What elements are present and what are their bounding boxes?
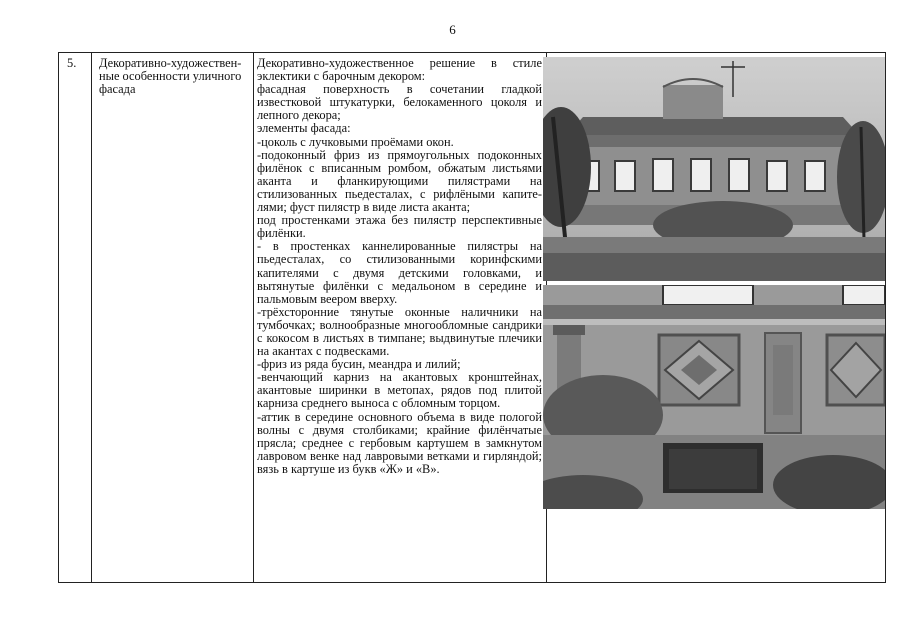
description-paragraph: -аттик в середине основного объема в виде пологой волны с двумя столбиками; крайние филёнчатые прясла; среднее с гербовым картушем в замкнутом лавровом венке над лавровыми ветками и гирляндой; вязь в картуше из букв «Ж» и «В». [257, 409, 542, 476]
description-paragraph: -венчающий карниз на акантовых кронштейнах, акантовые ширинки в метопах, рядов под плитой карниза среднего выноса с обломным торцом. [257, 370, 542, 411]
page-number: 6 [449, 22, 456, 37]
description-paragraph: -трёхсторонние тянутые оконные наличники на тумбочках; волнообразные многообломные сандрики с кокосом в листьях в тимпане; выдвинутые плечики на акантах с подвесками. [257, 304, 542, 359]
column-divider [91, 53, 92, 582]
column-divider [253, 53, 254, 582]
description-table [58, 52, 886, 583]
row-title: Декоративно-художествен-ные особенности уличного фасада [99, 56, 242, 97]
description-paragraph: фасадная поверхность в сочетании гладкой известковой штукатурки, белокаменного цоколя и лепного декора; [257, 82, 542, 123]
facade-description [257, 57, 542, 476]
description-paragraph: -фриз из ряда бусин, меандра и лилий; [257, 357, 461, 372]
facade-detail-photo [543, 285, 885, 509]
description-paragraph: элементы фасада: [257, 121, 351, 136]
description-paragraph: под простенками этажа без пилястр перспективные филёнки. [257, 213, 542, 241]
facade-photo [543, 57, 885, 281]
description-paragraph: - в простенках каннелированные пилястры на пьедесталах, со стилизованными коринфскими капителями с двумя детскими головками, и вытянутые филёнки с медальоном в середине и пальмовым веером вверху. [257, 239, 542, 306]
description-paragraph: Декоративно-художественное решение в стиле эклектики с барочным декором: [257, 56, 542, 84]
description-paragraph: -цоколь с лучковыми проёмами окон. [257, 134, 454, 149]
row-number: 5. [67, 56, 77, 70]
description-paragraph: -подоконный фриз из прямоугольных подоконных филёнок с вписанным ромбом, обжатым листьями аканта и фланкирующими пилястрами на стилизованных пьедесталах, с рифлёными капите-лями; фуст пилястр в виде листа аканта; [257, 147, 542, 215]
